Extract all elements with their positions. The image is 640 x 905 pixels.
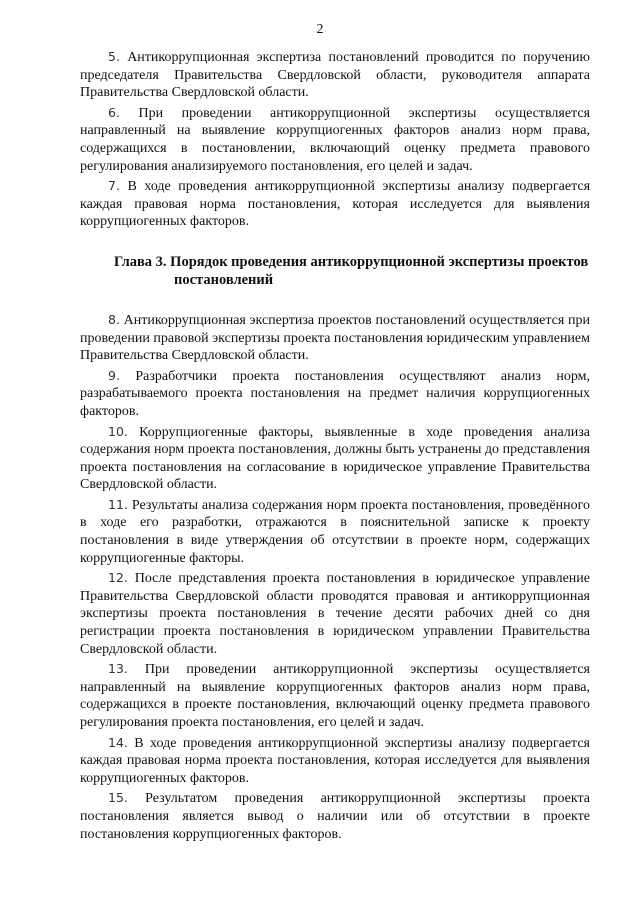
paragraph-9 — [80, 367, 590, 421]
paragraph-number: 6. — [108, 104, 120, 120]
page-number: 2 — [316, 22, 324, 37]
paragraph-15 — [80, 789, 590, 843]
paragraph-text: Разработчики проекта постановления осуществляют анализ норм, разрабатываемого проекта постановления на предмет наличия коррупциогенных факторов. — [80, 368, 590, 419]
paragraph-7 — [80, 177, 590, 231]
paragraph-14 — [80, 734, 590, 788]
paragraph-number: 11. — [108, 496, 128, 512]
paragraph-10 — [80, 423, 590, 494]
paragraph-13 — [80, 660, 590, 731]
paragraph-text: В ходе проведения антикоррупционной экспертизы анализу подвергается каждая правовая норма постановления, которая исследуется для выявления коррупциогенных факторов. — [80, 179, 591, 230]
chapter-heading — [80, 253, 590, 289]
paragraphs-top — [80, 48, 590, 231]
paragraph-text: Результатом проведения антикоррупционной экспертизы проекта постановления является вывод о наличии или об отсутствии в проекте постановления коррупциогенных факторов. — [80, 791, 591, 842]
paragraph-number: 5. — [108, 49, 120, 64]
paragraph-number: 12. — [108, 570, 128, 586]
paragraph-number: 8. — [108, 311, 120, 327]
paragraph-number: 7. — [108, 178, 120, 194]
paragraph-8 — [80, 311, 590, 365]
paragraph-text: В ходе проведения антикоррупционной экспертизы анализу подвергается каждая правовая норма проекта постановления, которая исследуется для выявления коррупциогенных факторов. — [80, 735, 591, 786]
paragraph-text: Результаты анализа содержания норм проекта постановления, проведённого в ходе его разработки, отражаются в пояснительной записке к проекту постановления в виде утверждения об отсутствии в проекте норм, содержащих коррупциогенные факторы. — [80, 497, 590, 566]
paragraph-text: При проведении антикоррупционной экспертизы осуществляется направленный на выявление коррупциогенных факторов анализ норм права, содержащихся в проекте постановления, включающий оценку предмета правового регулирования проекта постановления, его целей и задач. — [80, 662, 590, 730]
paragraph-text: Антикоррупционная экспертиза проектов постановлений осуществляется при проведении правовой экспертизы проекта постановления юридическим управлением Правительства Свердловской области. — [80, 312, 590, 364]
paragraph-6 — [80, 104, 590, 175]
paragraph-text: Антикоррупционная экспертиза постановлений проводится по поручению председателя Правительства Свердловской области, руководителя аппарата Правительства Свердловской области. — [80, 50, 590, 101]
paragraph-number: 15. — [108, 790, 128, 806]
chapter-heading-line2: постановлений — [174, 271, 274, 288]
paragraph-text: При проведении антикоррупционной экспертизы осуществляется направленный на выявление коррупциогенных факторов анализ норм права, содержащихся в постановлении, включающий оценку предмета правового регулирования анализируемого постановления, его целей и задач. — [80, 105, 591, 174]
paragraph-number: 13. — [108, 661, 128, 677]
document-body — [80, 48, 590, 845]
paragraph-12 — [80, 569, 590, 658]
paragraphs-bottom — [80, 311, 590, 843]
chapter-heading-line1: Глава 3. Порядок проведения антикоррупционной экспертизы проектов — [114, 253, 589, 270]
paragraph-number: 9. — [108, 367, 120, 383]
paragraph-number: 10. — [108, 423, 128, 439]
paragraph-text: Коррупциогенные факторы, выявленные в ходе проведения анализа содержания норм проекта постановления, должны быть устранены до представления проекта постановления на согласование в юридическое управление Правительства Свердловской области. — [80, 424, 591, 493]
paragraph-text: После представления проекта постановления в юридическое управление Правительства Свердловской области проводятся правовая и антикоррупционная экспертизы проекта постановления в течение десяти рабочих дней со дня регистрации проекта постановления в юридическом управлении Правительства Свердловской области. — [80, 571, 591, 657]
paragraph-5 — [80, 48, 590, 102]
paragraph-11 — [80, 496, 590, 567]
paragraph-number: 14. — [108, 734, 128, 750]
